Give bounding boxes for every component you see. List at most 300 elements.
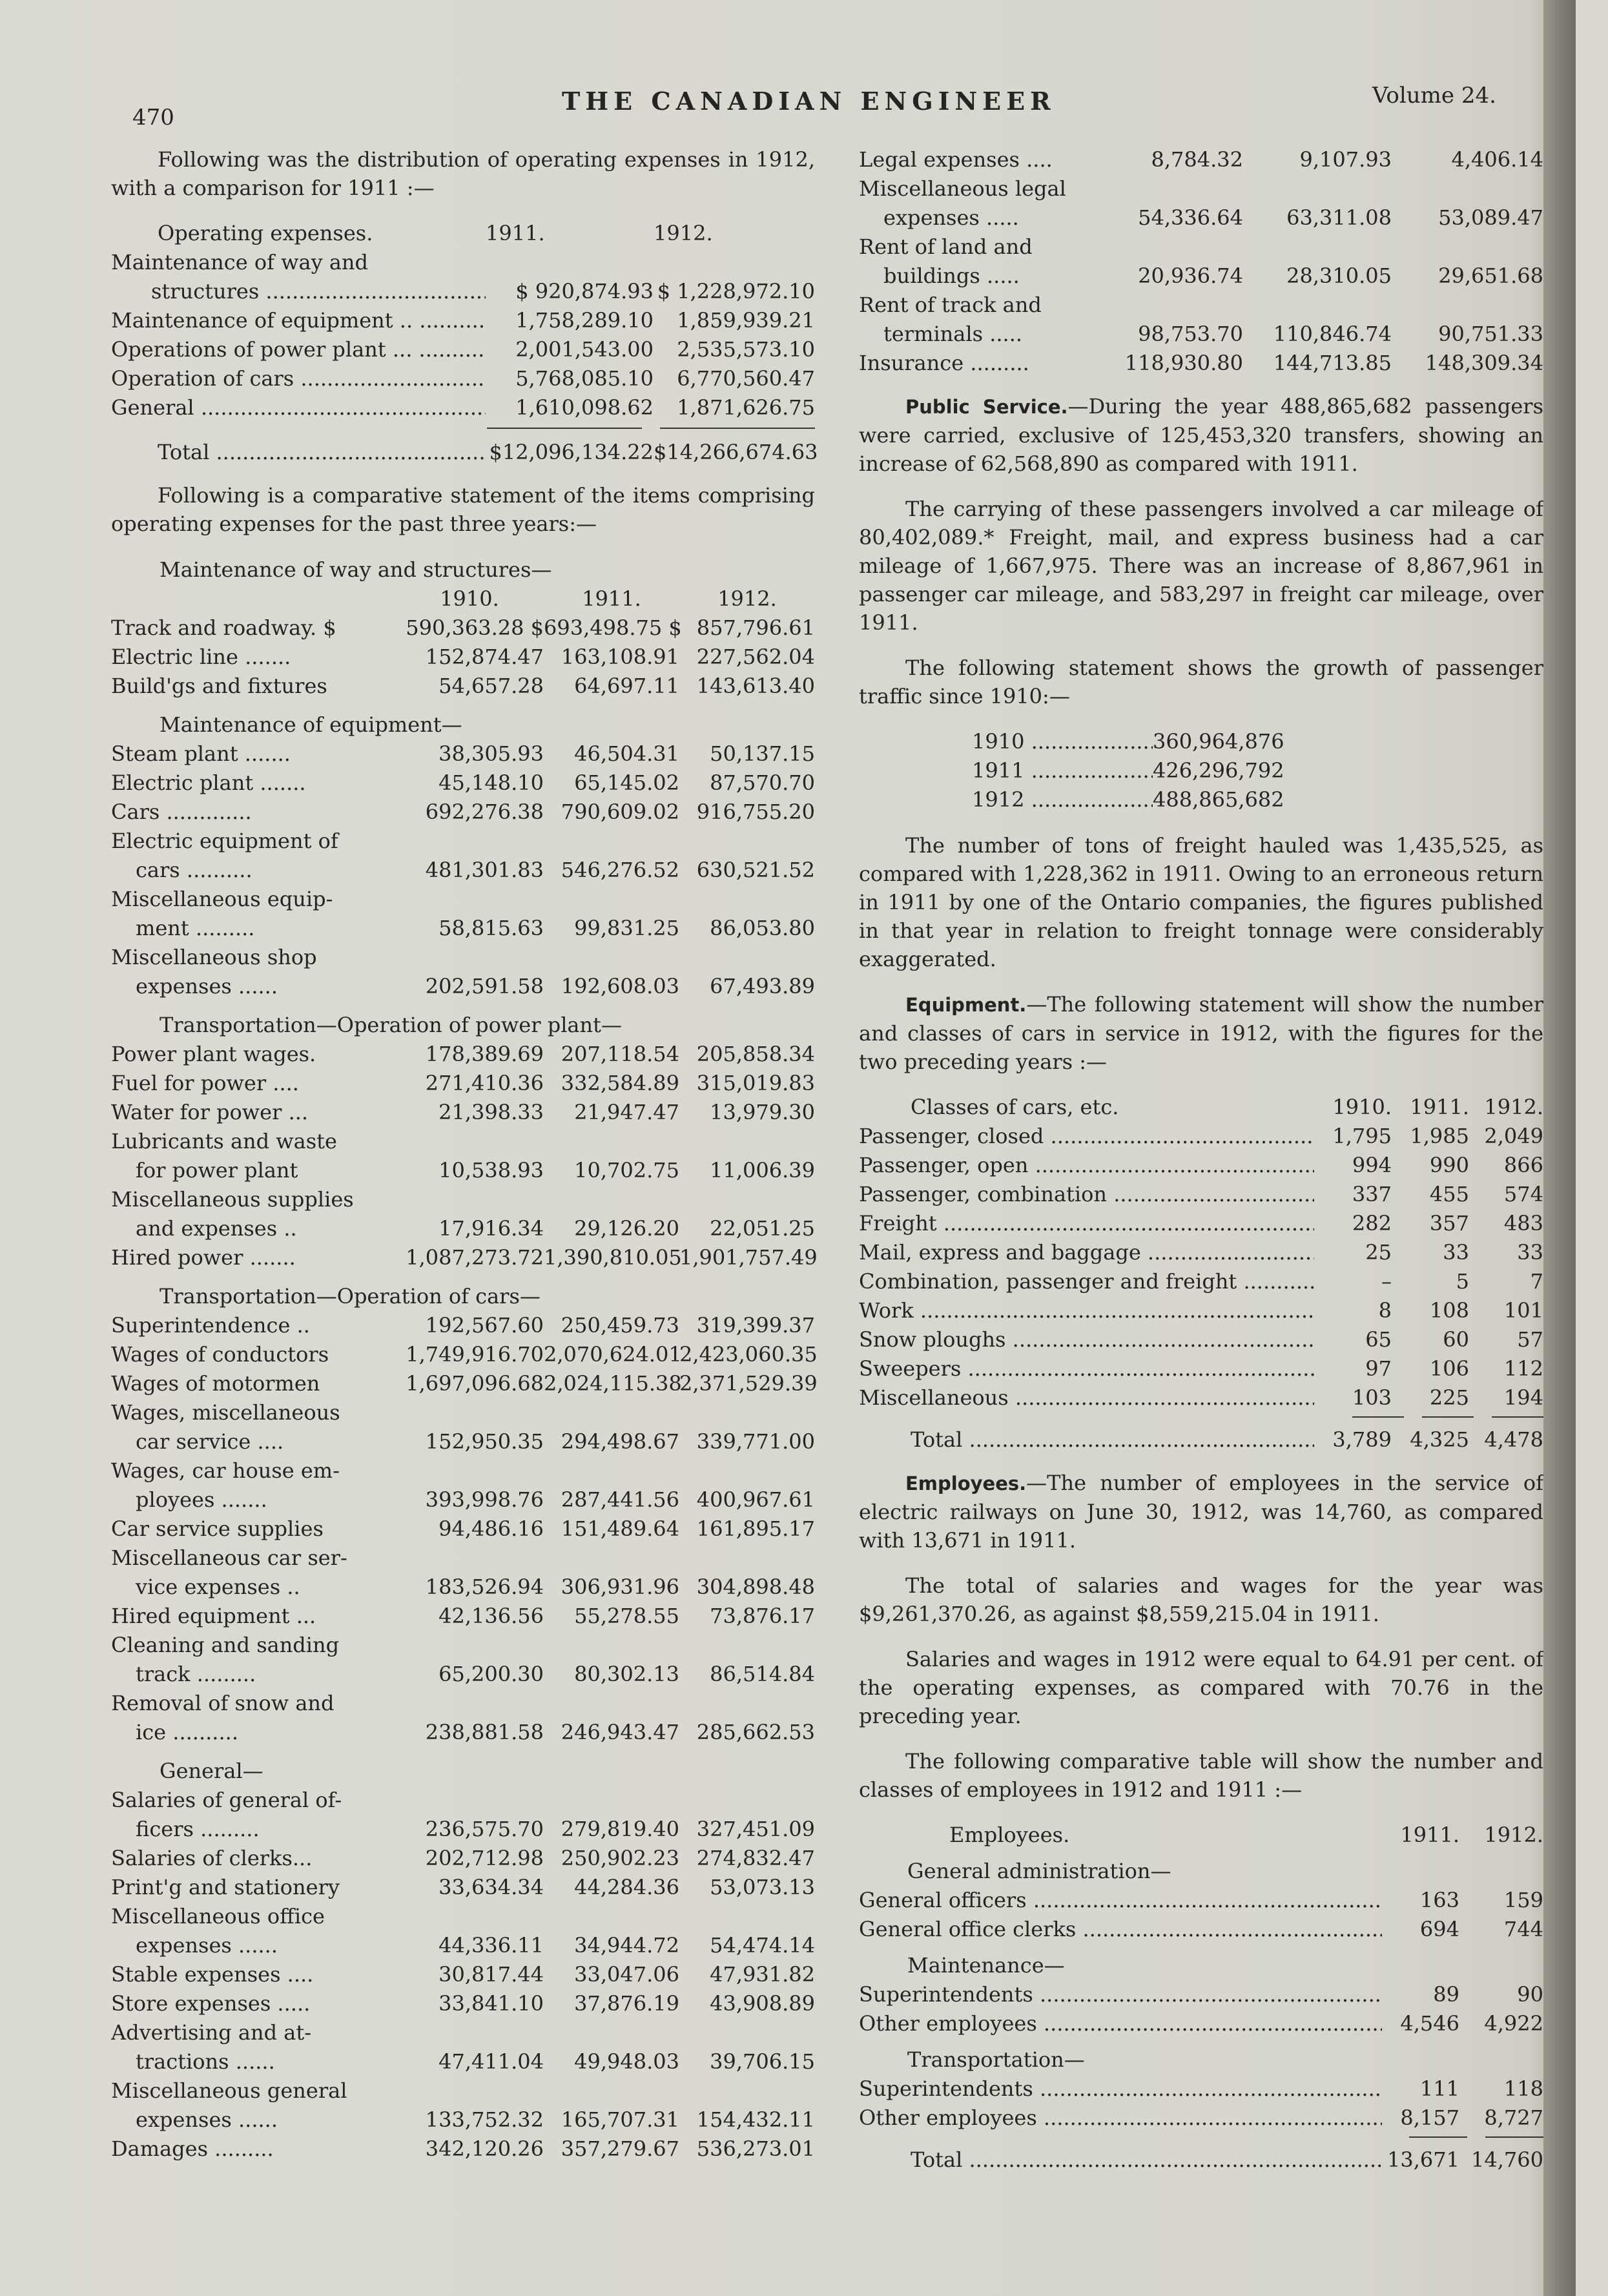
row-value: 99,831.25	[574, 916, 679, 940]
table-row	[111, 364, 815, 393]
comparative-statement	[111, 555, 818, 2164]
row-value: 327,451.09	[696, 1817, 815, 1841]
row-value: 22,051.25	[710, 1216, 815, 1241]
section-heading: Transportation—Operation of cars—	[160, 1284, 541, 1308]
table-row	[111, 1243, 818, 1272]
row-value: 161,895.17	[696, 1516, 815, 1541]
table-row-label-line	[111, 248, 815, 277]
table-row-label-line	[111, 1902, 815, 1931]
row-value: 90	[1517, 1982, 1543, 2007]
row-value: 488,865,682	[1153, 787, 1284, 812]
table-row-label-line	[859, 174, 1543, 203]
row-value: 2,049	[1484, 1124, 1543, 1148]
table-header: Operating expenses. 1911. 1912.	[158, 221, 713, 245]
table-row	[111, 1960, 815, 1989]
table-total-row: Total ..... 3,789 4,325 4,478	[859, 1425, 1543, 1454]
row-label: expenses .....	[883, 205, 1019, 230]
row-label: 1911 .....	[972, 756, 1153, 785]
row-label: Advertising and at-	[111, 2020, 312, 2045]
row-label: expenses ......	[136, 2107, 278, 2132]
table-row	[111, 277, 815, 306]
row-label: Build'gs and fixtures	[111, 674, 327, 698]
row-value: 238,881.58	[425, 1720, 544, 1744]
table-row	[859, 1180, 1543, 1209]
row-value: 282	[1352, 1211, 1392, 1236]
row-value: 5	[1456, 1269, 1469, 1294]
volume-label: Volume 24.	[1372, 83, 1496, 109]
salaries-paragraph: The total of salaries and wages for the year was $9,261,370.26, as against $8,559,215.04 in 1911.	[859, 1573, 1543, 1626]
row-label: Miscellaneous equip-	[111, 887, 333, 911]
row-value: 1,610,098.62	[515, 395, 654, 420]
row-value: 98,753.70	[1138, 322, 1243, 346]
row-label: Lubricants and waste	[111, 1129, 337, 1153]
row-value: 393,998.76	[425, 1487, 544, 1512]
table-row	[111, 1515, 815, 1544]
row-value: 178,389.69	[425, 1042, 544, 1066]
table-row	[859, 1980, 1543, 2009]
row-value: 37,876.19	[574, 1991, 679, 2016]
table-row	[111, 2047, 815, 2076]
row-value: 7	[1530, 1269, 1543, 1294]
table-row	[111, 1369, 818, 1398]
table-row	[859, 262, 1543, 291]
section-heading: General—	[160, 1759, 263, 1783]
row-value: 21,398.33	[438, 1100, 544, 1124]
row-value: 44,336.11	[438, 1933, 544, 1958]
row-value: 151,489.64	[561, 1516, 679, 1541]
row-value: 57	[1517, 1327, 1543, 1352]
row-value: 574	[1503, 1182, 1543, 1206]
row-value: 50,137.15	[710, 741, 815, 766]
row-value: 101	[1503, 1298, 1543, 1323]
row-label: expenses ......	[136, 1933, 278, 1958]
row-value: 17,916.34	[438, 1216, 544, 1241]
row-label: Miscellaneous shop	[111, 945, 317, 969]
section-heading: Maintenance of equipment—	[160, 712, 462, 737]
row-value: 118,930.80	[1124, 351, 1243, 375]
row-value: 67,493.89	[710, 974, 815, 998]
table-row	[859, 1238, 1543, 1267]
table-row	[859, 145, 1543, 174]
section-heading: Transportation—Operation of power plant—	[160, 1013, 622, 1037]
row-value: 89	[1433, 1982, 1459, 2007]
row-label: Rent of land and	[859, 234, 1033, 259]
row-label: Electric line .......	[111, 645, 291, 669]
row-label: Electric plant .......	[111, 771, 306, 795]
table-row	[859, 1383, 1543, 1412]
table-row	[859, 1122, 1543, 1151]
row-value: 43,908.89	[710, 1991, 815, 2016]
table-row	[111, 1098, 815, 1127]
equipment-paragraph: Equipment.—The following statement will show the number and classes of cars in service in 1912, with the figures for the two preceding years :—	[859, 992, 1543, 1074]
row-label: Superintendents .....	[859, 1980, 1382, 2009]
row-value: 90,751.33	[1438, 322, 1543, 346]
table-row	[859, 1209, 1543, 1238]
row-value: 154,432.11	[696, 2107, 815, 2132]
row-value: 202,591.58	[425, 974, 544, 998]
row-label: Passenger, closed .....	[859, 1122, 1314, 1151]
row-label: Rent of track and	[859, 293, 1042, 317]
table-row	[111, 1427, 815, 1456]
row-value: 274,832.47	[696, 1846, 815, 1870]
table-row	[111, 914, 815, 943]
row-label: ficers .........	[136, 1817, 260, 1841]
row-value: 80,302.13	[574, 1662, 679, 1686]
section-heading: Maintenance of way and structures—	[160, 557, 552, 582]
table-row-label-line	[111, 827, 815, 856]
row-label: Damages .........	[111, 2136, 274, 2161]
row-value: 29,651.68	[1438, 264, 1543, 288]
row-value: 287,441.56	[561, 1487, 679, 1512]
table-header: Employees. 1911. 1912.	[949, 1823, 1543, 1847]
row-label: Miscellaneous general	[111, 2078, 347, 2103]
row-value: 34,944.72	[574, 1933, 679, 1958]
intro-paragraph: Following was the distribution of operating expenses in 1912, with a comparison for 1911 :—	[111, 147, 815, 200]
row-value: 63,311.08	[1286, 205, 1392, 230]
row-label: Salaries of clerks...	[111, 1846, 313, 1870]
row-value: 426,296,792	[1153, 758, 1284, 783]
row-value: 304,898.48	[696, 1575, 815, 1599]
row-value: 8	[1378, 1298, 1392, 1323]
row-value: 207,118.54	[561, 1042, 679, 1066]
table-row	[859, 1886, 1543, 1915]
employees-table-intro: The following comparative table will show the number and classes of employees in 1912 and 1911 :—	[859, 1749, 1543, 1802]
row-value: 152,950.35	[425, 1429, 544, 1454]
table-row	[111, 739, 815, 769]
table-row	[111, 1718, 815, 1747]
row-value: 183,526.94	[425, 1575, 544, 1599]
table-row	[111, 1931, 815, 1960]
row-value: 1,758,289.10	[515, 308, 654, 333]
group-heading: General administration—	[907, 1859, 1171, 1883]
row-label: Legal expenses ....	[859, 147, 1053, 172]
row-value: 152,874.47	[425, 645, 544, 669]
freight-paragraph: The number of tons of freight hauled was 1,435,525, as compared with 1,228,362 in 1911. Owing to an erroneous return in 1911 by one of the Ontario companies, the figures published in that year in relation to freight tonnage were considerably exaggerated.	[859, 833, 1543, 971]
row-value: 10,702.75	[574, 1158, 679, 1183]
table-row	[859, 203, 1543, 233]
table-row	[859, 2009, 1543, 2038]
row-label: Hired power .......	[111, 1245, 296, 1270]
row-value: 112	[1503, 1356, 1543, 1381]
row-label: terminals .....	[883, 322, 1023, 346]
row-value: 400,967.61	[696, 1487, 815, 1512]
row-value: 94,486.16	[438, 1516, 544, 1541]
row-label: and expenses ..	[136, 1216, 297, 1241]
table-row	[111, 1156, 815, 1185]
row-value: 8,784.32	[1151, 147, 1243, 172]
table-row	[111, 1844, 815, 1873]
table-row-label-line	[111, 943, 815, 972]
row-value: –	[1381, 1269, 1392, 1294]
row-value: 990	[1429, 1153, 1469, 1177]
row-label: structures .....	[111, 277, 486, 306]
row-value: 47,931.82	[710, 1962, 815, 1987]
row-label: ment .........	[136, 916, 255, 940]
row-value: 86,053.80	[710, 916, 815, 940]
row-value: 1,985	[1410, 1124, 1469, 1148]
row-label: Wages, car house em-	[111, 1458, 340, 1483]
row-value: 10,538.93	[438, 1158, 544, 1183]
table-row	[859, 320, 1543, 349]
row-label: Other employees .....	[859, 2009, 1382, 2038]
mileage-paragraph: The carrying of these passengers involved a car mileage of 80,402,089.* Freight, mail, and express business had a car mileage of 1,667,975. There was an increase of 8,867,961 in passenger car mileage, and 583,297 in freight car mileage, over 1911.	[859, 497, 1543, 635]
table-row	[111, 1311, 815, 1340]
journal-title: THE CANADIAN ENGINEER	[562, 87, 1056, 116]
row-value: 159	[1503, 1888, 1543, 1912]
table-row	[111, 393, 815, 422]
row-label: Freight .....	[859, 1209, 1314, 1238]
row-value: 481,301.83	[425, 858, 544, 882]
row-value: 143,613.40	[696, 674, 815, 698]
row-label: Cars .............	[111, 800, 252, 824]
row-value: 693,498.75 $	[544, 615, 682, 640]
row-value: 33,047.06	[574, 1962, 679, 1987]
table-row-label-line	[111, 1456, 815, 1485]
row-value: 455	[1429, 1182, 1469, 1206]
left-column	[111, 145, 818, 2164]
row-value: 44,284.36	[574, 1875, 679, 1899]
row-value: 163,108.91	[561, 645, 679, 669]
row-value: 2,423,060.35	[679, 1342, 818, 1367]
row-label: Operations of power plant ... .....	[111, 335, 486, 364]
table-row	[111, 2105, 815, 2135]
table-row	[111, 1815, 815, 1844]
table-row	[859, 1151, 1543, 1180]
row-value: 4,406.14	[1451, 147, 1543, 172]
row-value: 4,922	[1484, 2011, 1543, 2036]
row-value: 46,504.31	[574, 741, 679, 766]
row-value: 87,570.70	[710, 771, 815, 795]
table-row-label-line	[111, 1398, 815, 1427]
row-value: 2,371,529.39	[679, 1371, 818, 1396]
table-row-label-line	[111, 2076, 815, 2105]
table-row-label-line	[111, 1185, 815, 1214]
row-label: ployees .......	[136, 1487, 267, 1512]
table-header: Classes of cars, etc. 1910. 1911. 1912.	[911, 1095, 1543, 1119]
row-label: Miscellaneous office	[111, 1904, 325, 1929]
row-value: 55,278.55	[574, 1604, 679, 1628]
row-value: 1,749,916.70	[406, 1342, 544, 1367]
row-value: 332,584.89	[561, 1071, 679, 1095]
table-row	[859, 1296, 1543, 1325]
row-value: 2,535,573.10	[677, 337, 815, 362]
row-value: 53,089.47	[1438, 205, 1543, 230]
row-value: 86,514.84	[710, 1662, 815, 1686]
row-label: Salaries of general of-	[111, 1788, 342, 1812]
book-spine-shadow	[1543, 0, 1576, 2296]
row-value: 866	[1503, 1153, 1543, 1177]
page-number: 470	[132, 105, 174, 130]
row-value: 279,819.40	[561, 1817, 679, 1841]
row-value: 53,073.13	[710, 1875, 815, 1899]
row-value: 20,936.74	[1138, 264, 1243, 288]
row-value: 360,964,876	[1153, 729, 1284, 754]
row-label: 1912 .....	[972, 785, 1153, 814]
row-value: 49,948.03	[574, 2049, 679, 2074]
percentage-paragraph: Salaries and wages in 1912 were equal to 64.91 per cent. of the operating expenses, as compared with 70.76 in the preceding year.	[859, 1647, 1543, 1728]
row-value: 28,310.05	[1286, 264, 1392, 288]
row-label: Power plant wages.	[111, 1042, 316, 1066]
row-value: 60	[1443, 1327, 1469, 1352]
row-value: 58,815.63	[438, 916, 544, 940]
row-value: 2,070,624.01	[544, 1342, 682, 1367]
row-value: 315,019.83	[696, 1071, 815, 1095]
group-heading: Transportation—	[907, 2047, 1085, 2072]
row-label: Wages of conductors	[111, 1342, 329, 1367]
row-value: 4,546	[1400, 2011, 1459, 2036]
table-row	[111, 1602, 815, 1631]
row-label: Superintendents .....	[859, 2074, 1382, 2104]
row-value: 294,498.67	[561, 1429, 679, 1454]
employees-table	[859, 1821, 1543, 2175]
row-label: Snow ploughs .....	[859, 1325, 1314, 1354]
row-value: 337	[1352, 1182, 1392, 1206]
table-row	[972, 756, 1282, 785]
row-value: 357,279.67	[561, 2136, 679, 2161]
row-value: 590,363.28 $	[406, 615, 544, 640]
row-label: 1910 .....	[972, 727, 1153, 756]
table-row	[111, 614, 815, 643]
row-label: cars ..........	[136, 858, 253, 882]
employees-paragraph: Employees.—The number of employees in the service of electric railways on June 30, 1912, was 14,760, as compared with 13,671 in 1911.	[859, 1471, 1543, 1553]
row-label: Stable expenses ....	[111, 1962, 314, 1987]
row-value: 106	[1429, 1356, 1469, 1381]
table-row	[111, 1214, 815, 1243]
row-label: Wages, miscellaneous	[111, 1400, 340, 1425]
row-value: 118	[1503, 2076, 1543, 2101]
table-row	[111, 672, 815, 701]
row-label: Removal of snow and	[111, 1691, 335, 1715]
row-value: 790,609.02	[561, 800, 679, 824]
row-value: 744	[1503, 1917, 1543, 1941]
row-label: Operation of cars .....	[111, 364, 486, 393]
row-value: $ 1,228,972.10	[657, 279, 815, 304]
row-value: 103	[1352, 1385, 1392, 1410]
table-row	[859, 1325, 1543, 1354]
row-value: 1,697,096.68	[406, 1371, 544, 1396]
row-label: Sweepers .....	[859, 1354, 1314, 1383]
row-value: 21,947.47	[574, 1100, 679, 1124]
row-label: tractions ......	[136, 2049, 275, 2074]
table-row	[111, 2135, 815, 2164]
row-label: Hired equipment ...	[111, 1604, 316, 1628]
row-value: 54,657.28	[438, 674, 544, 698]
row-label: Miscellaneous .....	[859, 1383, 1314, 1412]
row-value: 536,273.01	[696, 2136, 815, 2161]
year-header: 1911.	[582, 586, 641, 611]
row-label: Miscellaneous car ser-	[111, 1546, 347, 1570]
row-label: Insurance .........	[859, 351, 1029, 375]
row-label: Cleaning and sanding	[111, 1633, 340, 1657]
group-heading: Maintenance—	[907, 1953, 1065, 1978]
public-service-paragraph: Public Service.—During the year 488,865,682 passengers were carried, exclusive of 125,453,320 transfers, showing an increase of 62,568,890 as compared with 1911.	[859, 394, 1543, 476]
row-value: 339,771.00	[696, 1429, 815, 1454]
row-value: $ 920,874.93	[515, 279, 654, 304]
traffic-intro: The following statement shows the growth of passenger traffic since 1910:—	[859, 656, 1543, 708]
row-value: 73,876.17	[710, 1604, 815, 1628]
row-value: 916,755.20	[696, 800, 815, 824]
row-value: 192,567.60	[425, 1313, 544, 1338]
legal-expenses-table	[859, 145, 1543, 378]
row-value: 165,707.31	[561, 2107, 679, 2132]
row-label: expenses ......	[136, 974, 278, 998]
row-label: buildings .....	[883, 264, 1020, 288]
row-label: Other employees .....	[859, 2104, 1382, 2133]
row-label: vice expenses ..	[136, 1575, 300, 1599]
row-label: Fuel for power ....	[111, 1071, 299, 1095]
row-value: 1,795	[1332, 1124, 1392, 1148]
table-row	[111, 972, 815, 1001]
year-header: 1910.	[440, 586, 499, 611]
row-value: 6,770,560.47	[677, 366, 815, 391]
row-value: 225	[1429, 1385, 1469, 1410]
row-label: Electric equipment of	[111, 829, 338, 853]
table-row	[972, 727, 1282, 756]
row-label: Car service supplies	[111, 1516, 324, 1541]
row-label: Maintenance of equipment .. .....	[111, 306, 486, 335]
row-value: 192,608.03	[561, 974, 679, 998]
year-header-row	[111, 584, 815, 614]
row-label: Maintenance of way and	[111, 250, 368, 274]
table-row	[859, 2104, 1543, 2133]
row-value: 38,305.93	[438, 741, 544, 766]
row-label: ice ..........	[136, 1720, 238, 1744]
traffic-table	[859, 727, 1282, 814]
row-value: 1,859,939.21	[677, 308, 815, 333]
row-label: Miscellaneous supplies	[111, 1187, 354, 1212]
table-row-label-line	[111, 1631, 815, 1660]
row-label: Mail, express and baggage .....	[859, 1238, 1314, 1267]
table-row	[111, 1069, 815, 1098]
row-value: 250,459.73	[561, 1313, 679, 1338]
row-label: Track and roadway. $	[111, 615, 336, 640]
row-value: 1,901,757.49	[679, 1245, 818, 1270]
comparison-intro: Following is a comparative statement of the items comprising operating expenses for the past three years:—	[111, 483, 815, 536]
row-value: 65	[1365, 1327, 1392, 1352]
row-label: Print'g and stationery	[111, 1875, 340, 1899]
table-row-label-line	[111, 885, 815, 914]
row-label: Passenger, combination .....	[859, 1180, 1314, 1209]
row-value: 202,712.98	[425, 1846, 544, 1870]
row-value: 148,309.34	[1425, 351, 1543, 375]
row-value: 2,001,543.00	[515, 337, 654, 362]
operating-expenses-table	[111, 219, 818, 467]
table-row	[972, 785, 1282, 814]
table-row	[111, 1873, 815, 1902]
row-label: Combination, passenger and freight .....	[859, 1267, 1314, 1296]
row-value: 227,562.04	[696, 645, 815, 669]
row-value: 29,126.20	[574, 1216, 679, 1241]
row-value: 8,157	[1400, 2105, 1459, 2130]
table-row-label-line	[111, 1786, 815, 1815]
table-row	[111, 306, 815, 335]
row-value: 483	[1503, 1211, 1543, 1236]
table-total-row: Total ..... 13,671 14,760	[859, 2146, 1543, 2175]
year-header: 1912.	[717, 586, 777, 611]
row-value: 9,107.93	[1299, 147, 1392, 172]
row-value: 692,276.38	[425, 800, 544, 824]
row-value: 2,024,115.38	[544, 1371, 682, 1396]
table-row	[859, 1915, 1543, 1944]
table-row	[859, 349, 1543, 378]
table-row-label-line	[111, 1689, 815, 1718]
table-row-label-line	[859, 291, 1543, 320]
row-value: 33	[1443, 1240, 1469, 1265]
row-value: 163	[1419, 1888, 1459, 1912]
row-label: Passenger, open .....	[859, 1151, 1314, 1180]
table-row	[111, 769, 815, 798]
row-value: 39,706.15	[710, 2049, 815, 2074]
